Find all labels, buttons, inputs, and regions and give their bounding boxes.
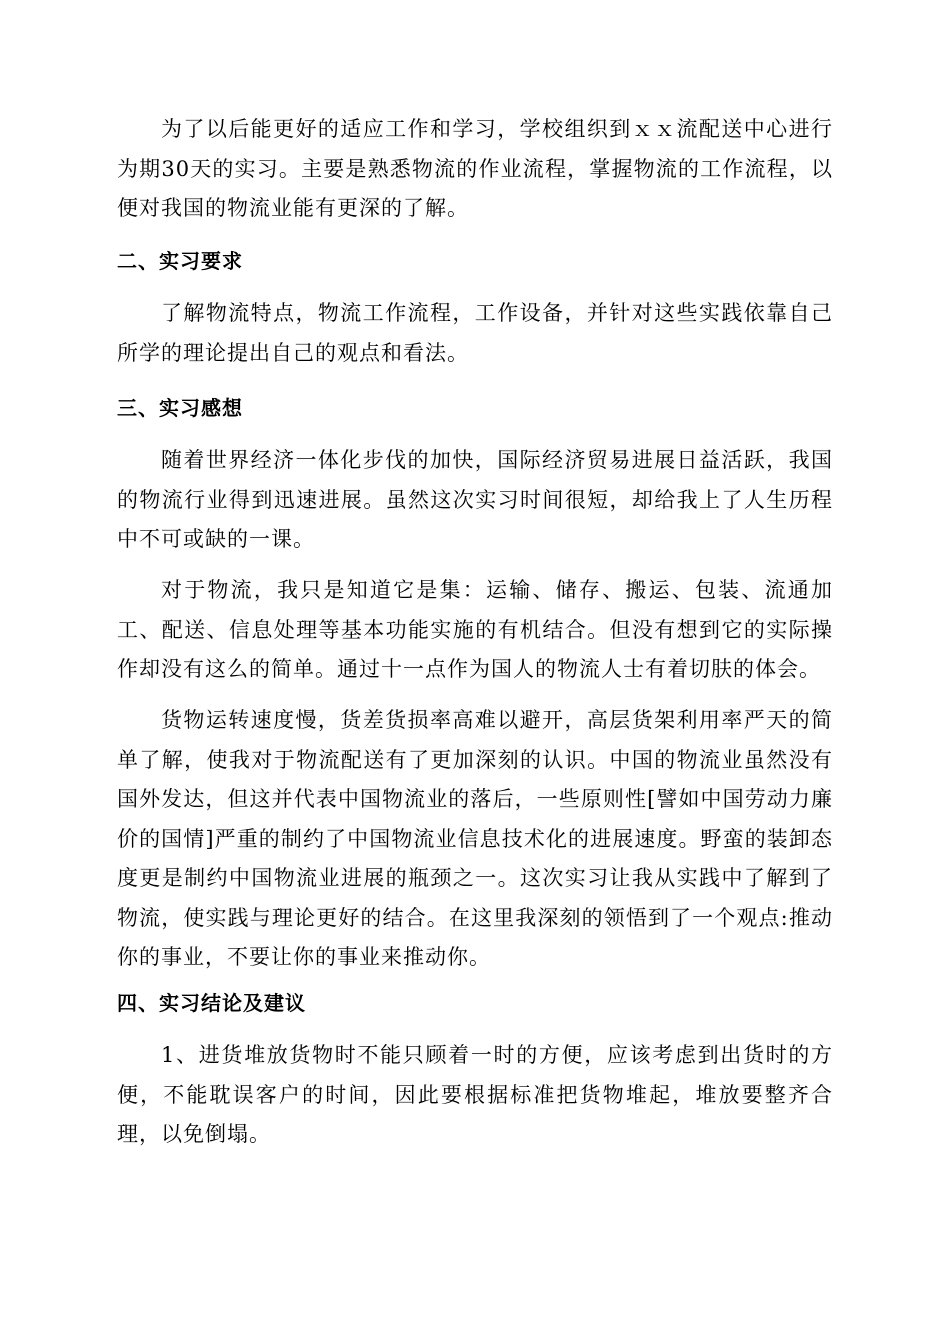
reflections-paragraph-1: 随着世界经济一体化步伐的加快，国际经济贸易进展日益活跃，我国的物流行业得到迅速进展。虽然这次实习时间很短，却给我上了人生历程中不可或缺的一课。	[117, 448, 833, 551]
requirements-paragraph: 了解物流特点，物流工作流程，工作设备，并针对这些实践依靠自己所学的理论提出自己的观点和看法。	[117, 301, 833, 365]
section-heading-reflections: 三、实习感想	[117, 396, 243, 420]
reflections-paragraph-2: 对于物流，我只是知道它是集：运输、储存、搬运、包装、流通加工、配送、信息处理等基本功能实施的有机结合。但没有想到它的实际操作却没有这么的简单。通过十一点作为国人的物流人士有着切肤的体会。	[117, 578, 833, 681]
section-heading-requirements: 二、实习要求	[117, 249, 243, 273]
reflections-paragraph-3: 货物运转速度慢，货差货损率高难以避开，高层货架利用率严天的简单了解，使我对于物流配送有了更加深刻的认识。中国的物流业虽然没有国外发达，但这并代表中国物流业的落后，一些原则性[譬如中国劳动力廉价的国情]严重的制约了中国物流业信息技术化的进展速度。野蛮的装卸态度更是制约中国物流业进展的瓶颈之一。这次实习让我从实践中了解到了物流，使实践与理论更好的结合。在这里我深刻的领悟到了一个观点:推动你的事业，不要让你的事业来推动你。	[117, 708, 833, 969]
section-heading-conclusions: 四、实习结论及建议	[117, 991, 306, 1015]
intro-paragraph: 为了以后能更好的适应工作和学习，学校组织到ｘｘ流配送中心进行为期30天的实习。主要是熟悉物流的作业流程，掌握物流的工作流程，以便对我国的物流业能有更深的了解。	[117, 117, 833, 220]
conclusions-paragraph: 1、进货堆放货物时不能只顾着一时的方便，应该考虑到出货时的方便，不能耽误客户的时间，因此要根据标准把货物堆起，堆放要整齐合理，以免倒塌。	[117, 1043, 833, 1146]
